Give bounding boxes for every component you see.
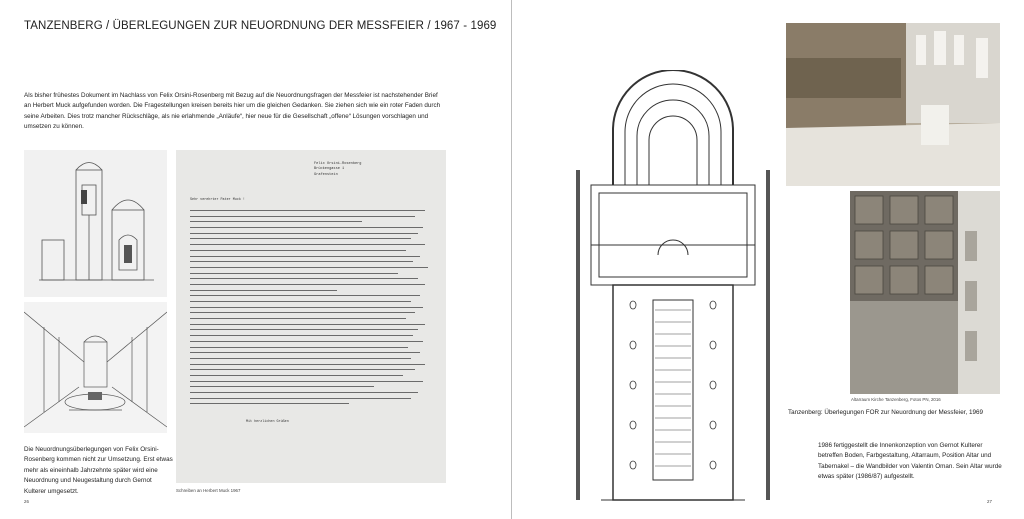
photo-caption: Altarraum Kirche Tanzenberg, Fotos PN, 2016 [851,397,941,402]
intro-paragraph: Als bisher frühestes Dokument im Nachlass von Felix Orsini-Rosenberg mit Bezug auf die Neuordnungsfragen der Messfeier ist nachstehender Brief an Herbert Muck aufgefunden worden. Die Fragestellungen kreisen bereits hier um die gleichen Gedanken. Sie ziehen sich wie ein roter Faden durch seine Arbeiten. Dies trotz mancher Rückschläge, als nie erlahmende „Anläufe“, hier neue für die Gesellschaft „offene“ Lösungen vorschlagen und umsetzen zu können. [24,92,441,131]
letter-caption: Schreiben an Herbert Muck 1967 [176,488,241,493]
page-number-right: 27 [987,499,992,504]
page-gutter [511,0,512,519]
altar-room-photo-2 [850,191,1000,394]
letter-header: Felix Orsini-Rosenberg Brückengasse 1 Grafenstein [314,162,362,177]
right-paragraph: 1986 fertiggestellt die Innenkonzeption von Gernot Kulterer betreffen Boden, Farbgestaltung, Altarraum, Position Altar und Tabernakel – die Wandbilder von Valentin Oman. Sein Altar wurde etwas später (1986/87) aufgestellt. [818,442,1002,481]
sketch-interior-image [24,302,167,433]
letter-body-lines [190,210,435,409]
altar-room-photo-2-drawing [850,191,1000,394]
plan-title: Tanzenberg: Überlegungen FOR zur Neuordnung der Messfeier, 1969 [788,409,983,416]
left-caption: Die Neuordnungsüberlegungen von Felix Orsini-Rosenberg kommen nicht zur Umsetzung. Erst etwas mehr als eineinhalb Jahrzehnte später wird eine Neuordnung und Neugestaltung durch Gernot Kulterer umgesetzt. [24,446,173,495]
page-title: TANZENBERG / ÜBERLEGUNGEN ZUR NEUORDNUNG DER MESSFEIER / 1967 - 1969 [24,20,497,32]
page-number-left: 26 [24,499,29,504]
letter-closing: Mit herzlichen Grüßen [246,420,289,424]
sketch-section-image [24,150,167,297]
letter-image [176,150,446,483]
sketch-interior-drawing [24,302,167,433]
letter-salutation: Sehr verehrter Pater Muck ! [190,198,245,202]
altar-room-photo-1-drawing [786,23,1000,186]
sketch-section-drawing [24,150,167,297]
floor-plan-image [573,70,773,510]
floor-plan-drawing [573,70,773,510]
altar-room-photo-1 [786,23,1000,186]
